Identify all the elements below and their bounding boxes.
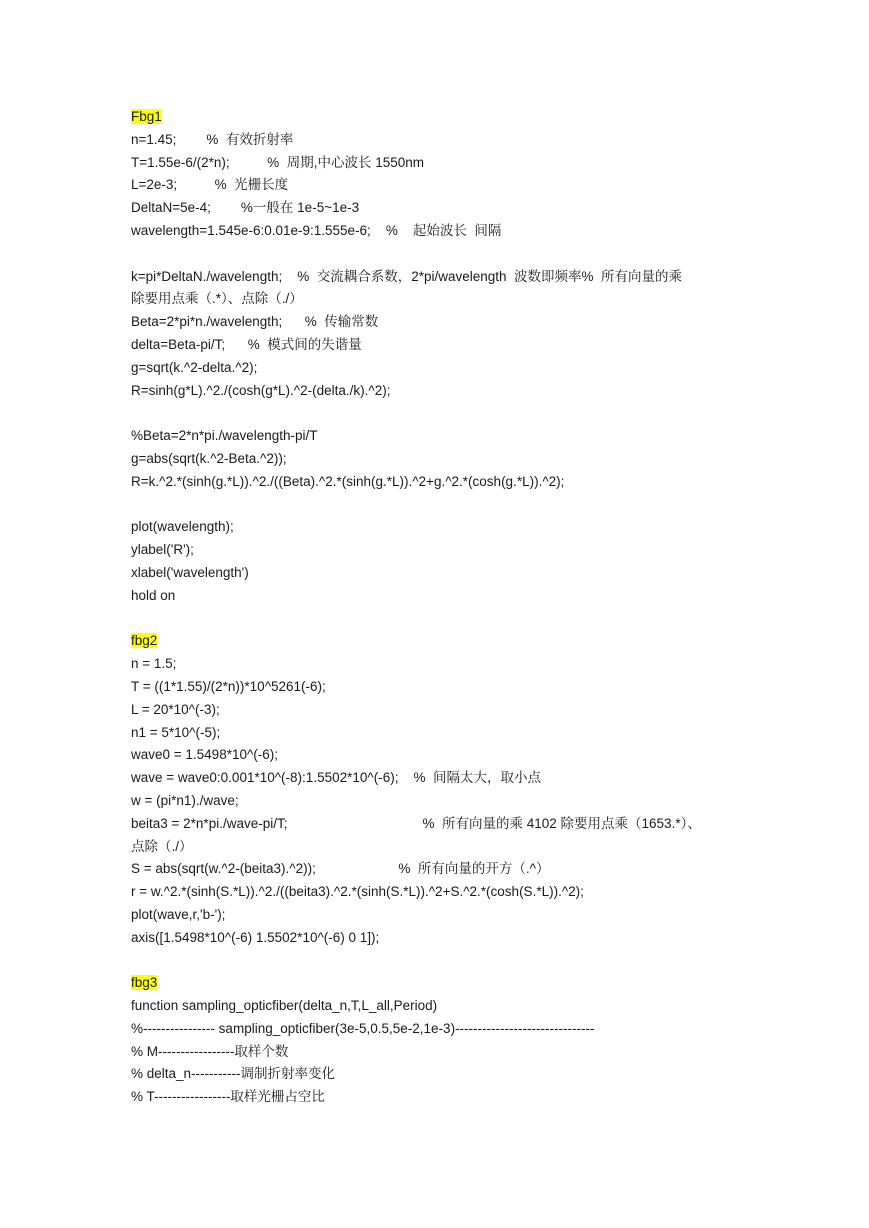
code-line: g=sqrt(k.^2-delta.^2); — [131, 359, 258, 375]
code-line: xlabel('wavelength') — [131, 564, 249, 580]
blank-line — [131, 608, 751, 631]
code-line: L = 20*10^(-3); — [131, 701, 220, 717]
section-heading-highlight: Fbg1 — [131, 109, 162, 124]
section-heading-highlight: fbg3 — [131, 975, 158, 991]
section-heading — [131, 106, 751, 129]
code-line: wave0 = 1.5498*10^(-6); — [131, 747, 279, 763]
blank-line — [131, 402, 751, 425]
code-line: hold on — [131, 587, 176, 603]
code-line: w = (pi*n1)./wave; — [131, 792, 239, 808]
code-line: n = 1.5; — [131, 656, 177, 672]
code-line: k=pi*DeltaN./wavelength; % 交流耦合系数，2*pi/wavelength 波数即频率% 所有向量的乘 — [131, 268, 683, 284]
code-line: delta=Beta-pi/T; % 模式间的失谐量 — [131, 336, 362, 352]
code-line: % T-----------------取样光栅占空比 — [131, 1089, 325, 1105]
code-line: % delta_n-----------调制折射率变化 — [131, 1066, 335, 1082]
code-line: T = ((1*1.55)/(2*n))*10^5261(-6); — [131, 678, 326, 694]
blank-line — [131, 949, 751, 972]
document-body — [131, 106, 751, 1109]
code-line: R=k.^2.*(sinh(g.*L)).^2./((Beta).^2.*(sinh(g.*L)).^2+g.^2.*(cosh(g.*L)).^2); — [131, 473, 565, 489]
section-heading-highlight: fbg2 — [131, 633, 158, 649]
blank-line — [131, 243, 751, 266]
code-line: beita3 = 2*n*pi./wave-pi/T; % 所有向量的乘 4102 除要用点乘（1653.*）、 — [131, 815, 701, 831]
code-line: n=1.45; % 有效折射率 — [131, 131, 294, 147]
code-line: axis([1.5498*10^(-6) 1.5502*10^(-6) 0 1]); — [131, 929, 380, 945]
code-line: plot(wave,r,'b-'); — [131, 906, 226, 922]
code-line: n1 = 5*10^(-5); — [131, 724, 221, 740]
code-line: T=1.55e-6/(2*n); % 周期,中心波长 1550nm — [131, 154, 424, 170]
code-line: plot(wavelength); — [131, 519, 234, 535]
code-line: R=sinh(g*L).^2./(cosh(g*L).^2-(delta./k).^2); — [131, 382, 391, 398]
code-line: L=2e-3; % 光栅长度 — [131, 177, 289, 193]
code-line: %---------------- sampling_opticfiber(3e-5,0.5,5e-2,1e-3)------------------------------- — [131, 1020, 595, 1036]
code-line: wave = wave0:0.001*10^(-8):1.5502*10^(-6); % 间隔太大，取小点 — [131, 770, 541, 786]
code-line: r = w.^2.*(sinh(S.*L)).^2./((beita3).^2.*(sinh(S.*L)).^2+S.^2.*(cosh(S.*L)).^2); — [131, 884, 584, 900]
code-line: % M-----------------取样个数 — [131, 1043, 289, 1059]
code-line: ylabel('R'); — [131, 542, 194, 558]
code-line: %Beta=2*n*pi./wavelength-pi/T — [131, 428, 318, 444]
code-line: 除要用点乘（.*）、点除（./） — [131, 291, 303, 307]
code-line: Beta=2*pi*n./wavelength; % 传输常数 — [131, 314, 379, 330]
section-heading — [131, 630, 751, 653]
blank-line — [131, 494, 751, 517]
code-line: wavelength=1.545e-6:0.01e-9:1.555e-6; % 起始波长 间隔 — [131, 222, 502, 238]
code-line: 点除（./） — [131, 838, 193, 854]
code-line: S = abs(sqrt(w.^2-(beita3).^2)); % 所有向量的开方（.^） — [131, 861, 550, 877]
code-line: function sampling_opticfiber(delta_n,T,L_all,Period) — [131, 998, 438, 1014]
code-line: g=abs(sqrt(k.^2-Beta.^2)); — [131, 450, 287, 466]
section-heading — [131, 972, 751, 995]
code-line: DeltaN=5e-4; %一般在 1e-5~1e-3 — [131, 200, 360, 216]
